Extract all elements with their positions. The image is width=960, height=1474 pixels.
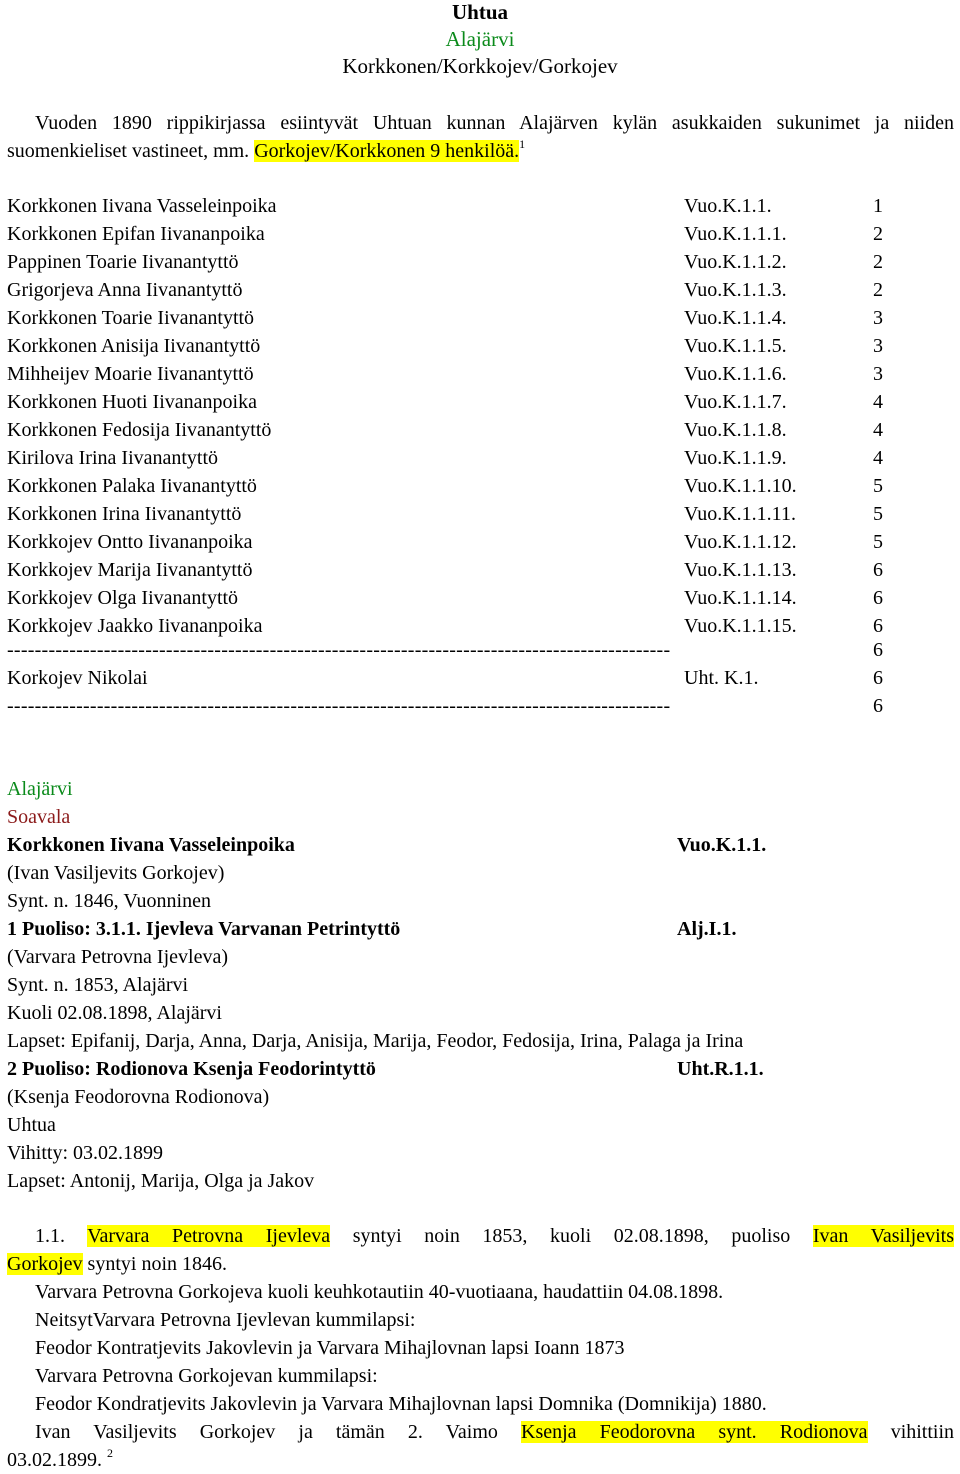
person-gen: 6 — [873, 667, 883, 689]
person-gen: 5 — [873, 531, 883, 553]
person-name: Korkkonen Irina Iivanantyttö — [7, 503, 242, 525]
note-highlight: Ivan Vasiljevits — [812, 1225, 954, 1247]
person-name: Korkkonen Huoti Iivananpoika — [7, 391, 257, 413]
person-ref: Vuo.K.1.1.1. — [684, 223, 787, 245]
person-row — [7, 304, 957, 332]
person-gen: 3 — [873, 363, 883, 385]
intro-highlight: Gorkojev/Korkkonen 9 henkilöä. — [254, 140, 520, 162]
person-gen: 2 — [873, 251, 883, 273]
person-row — [7, 416, 957, 444]
note-line-4: NeitsytVarvara Petrovna Ijevlevan kummilapsi: — [35, 1309, 416, 1331]
footnote-ref-1: 1 — [519, 137, 526, 151]
record-spouse2-married: Vihitty: 03.02.1899 — [7, 1142, 164, 1164]
record-head-ref: Vuo.K.1.1. — [677, 834, 767, 856]
person-ref: Vuo.K.1.1.13. — [684, 559, 797, 581]
person-name: Korkkonen Iivana Vasseleinpoika — [7, 195, 277, 217]
surname-heading: Korkkonen/Korkkojev/Gorkojev — [342, 54, 618, 78]
person-ref: Vuo.K.1.1.4. — [684, 307, 787, 329]
note-line-6: Varvara Petrovna Gorkojevan kummilapsi: — [35, 1365, 378, 1387]
intro-text: Vuoden 1890 rippikirjassa esiintyvät Uhtuan kunnan Alajärven kylän asukkaiden sukunimet ja niiden suomenkieliset vastineet, mm. — [7, 112, 954, 162]
record-spouse2-place: Uhtua — [7, 1114, 56, 1136]
note-text: 03.02.1899. — [7, 1449, 102, 1471]
person-name: Korkkojev Marija Iivanantyttö — [7, 559, 253, 581]
person-gen: 4 — [873, 447, 883, 469]
separator-row — [7, 692, 957, 720]
record-village: Alajärvi — [7, 778, 73, 800]
record-head-birth: Synt. n. 1846, Vuonninen — [7, 890, 211, 912]
note-text: syntyi noin 1846. — [82, 1253, 227, 1275]
record-spouse1: 1 Puoliso: 3.1.1. Ijevleva Varvanan Petrintyttö — [7, 918, 401, 940]
record-head-name: Korkkonen Iivana Vasseleinpoika — [7, 834, 295, 856]
note-line-5: Feodor Kontratjevits Jakovlevin ja Varvara Mihajlovnan lapsi Ioann 1873 — [35, 1337, 625, 1359]
person-name: Korkkonen Palaka Iivanantyttö — [7, 475, 257, 497]
person-row — [7, 388, 957, 416]
person-name: Korkkonen Anisija Iivanantyttö — [7, 335, 261, 357]
person-ref: Vuo.K.1.1.14. — [684, 587, 797, 609]
person-row — [7, 584, 957, 612]
person-ref: Vuo.K.1.1.6. — [684, 363, 787, 385]
record-spouse2-ref: Uht.R.1.1. — [677, 1058, 764, 1080]
person-ref: Vuo.K.1.1.7. — [684, 391, 787, 413]
person-ref: Vuo.K.1.1. — [684, 195, 772, 217]
record-spouse1-birth: Synt. n. 1853, Alajärvi — [7, 974, 189, 996]
note-line-1 — [7, 1222, 954, 1250]
person-ref: Vuo.K.1.1.10. — [684, 475, 797, 497]
person-row — [7, 360, 957, 388]
record-spouse1-death: Kuoli 02.08.1898, Alajärvi — [7, 1002, 222, 1024]
person-gen: 3 — [873, 307, 883, 329]
note-line-8 — [7, 1418, 954, 1446]
note-text: vihittiin — [890, 1421, 955, 1443]
separator-gen: 6 — [873, 639, 883, 661]
separator-gen: 6 — [873, 695, 883, 717]
person-ref: Vuo.K.1.1.8. — [684, 419, 787, 441]
person-name: Korkkojev Ontto Iivananpoika — [7, 531, 253, 553]
footnote-ref-2: 2 — [107, 1446, 113, 1460]
person-row — [7, 332, 957, 360]
note-line-7: Feodor Kondratjevits Jakovlevin ja Varvara Mihajlovnan lapsi Domnika (Domnikija) 1880. — [35, 1393, 767, 1415]
note-line-9 — [7, 1446, 954, 1474]
person-gen: 2 — [873, 223, 883, 245]
extra-person-row — [7, 664, 957, 692]
person-row — [7, 192, 957, 220]
page-title: Uhtua — [451, 0, 509, 24]
person-gen: 1 — [873, 195, 883, 217]
note-text: syntyi noin 1853, kuoli 02.08.1898, puoliso — [330, 1225, 813, 1247]
person-row — [7, 472, 957, 500]
person-row — [7, 556, 957, 584]
person-ref: Vuo.K.1.1.5. — [684, 335, 787, 357]
person-name: Korkojev Nikolai — [7, 667, 148, 689]
person-gen: 2 — [873, 279, 883, 301]
person-row — [7, 276, 957, 304]
person-gen: 4 — [873, 391, 883, 413]
person-gen: 5 — [873, 503, 883, 525]
record-spouse2: 2 Puoliso: Rodionova Ksenja Feodorintyttö — [7, 1058, 376, 1080]
note-highlight: Ksenja Feodorovna synt. Rodionova — [521, 1421, 868, 1443]
separator-row — [7, 636, 957, 664]
record-head-alias: (Ivan Vasiljevits Gorkojev) — [7, 862, 225, 884]
person-row — [7, 220, 957, 248]
village-heading: Alajärvi — [445, 27, 515, 51]
person-name: Korkkonen Toarie Iivanantyttö — [7, 307, 255, 329]
person-gen: 4 — [873, 419, 883, 441]
person-gen: 6 — [873, 587, 883, 609]
person-row — [7, 528, 957, 556]
person-row — [7, 444, 957, 472]
record-house: Soavala — [7, 806, 71, 828]
person-ref: Vuo.K.1.1.2. — [684, 251, 787, 273]
person-ref: Vuo.K.1.1.9. — [684, 447, 787, 469]
person-ref: Vuo.K.1.1.15. — [684, 615, 797, 637]
note-line-3: Varvara Petrovna Gorkojeva kuoli keuhkotautiin 40-vuotiaana, haudattiin 04.08.1898. — [35, 1281, 724, 1303]
record-spouse1-ref: Alj.I.1. — [677, 918, 737, 940]
person-name: Mihheijev Moarie Iivanantyttö — [7, 363, 254, 385]
note-highlight: Gorkojev — [7, 1253, 83, 1275]
record-spouse2-alias: (Ksenja Feodorovna Rodionova) — [7, 1086, 270, 1108]
note-highlight: Varvara Petrovna Ijevleva — [87, 1225, 331, 1247]
note-number: 1.1. — [35, 1225, 65, 1247]
person-gen: 6 — [873, 559, 883, 581]
separator-dashes: ------------------------------------------------------------------------------------------------ — [7, 639, 671, 661]
person-name: Korkkonen Fedosija Iivanantyttö — [7, 419, 272, 441]
person-name: Pappinen Toarie Iivanantyttö — [7, 251, 239, 273]
person-ref: Vuo.K.1.1.12. — [684, 531, 797, 553]
person-ref: Vuo.K.1.1.3. — [684, 279, 787, 301]
note-text: Ivan Vasiljevits Gorkojev ja tämän 2. Vaimo — [35, 1421, 498, 1443]
person-row — [7, 500, 957, 528]
person-row — [7, 248, 957, 276]
record-spouse1-alias: (Varvara Petrovna Ijevleva) — [7, 946, 228, 968]
person-name: Korkkonen Epifan Iivananpoika — [7, 223, 265, 245]
person-gen: 3 — [873, 335, 883, 357]
person-name: Grigorjeva Anna Iivanantyttö — [7, 279, 243, 301]
record-children2: Lapset: Antonij, Marija, Olga ja Jakov — [7, 1170, 315, 1192]
intro-paragraph — [7, 109, 954, 165]
separator-dashes: ------------------------------------------------------------------------------------------------ — [7, 695, 671, 717]
person-name: Korkkojev Jaakko Iivananpoika — [7, 615, 263, 637]
person-ref: Vuo.K.1.1.11. — [684, 503, 796, 525]
person-ref: Uht. K.1. — [684, 667, 759, 689]
record-children1: Lapset: Epifanij, Darja, Anna, Darja, Anisija, Marija, Feodor, Fedosija, Irina, Palaga ja Irina — [7, 1030, 744, 1052]
person-gen: 5 — [873, 475, 883, 497]
person-name: Kirilova Irina Iivanantyttö — [7, 447, 219, 469]
note-line-2 — [7, 1250, 954, 1278]
person-name: Korkkojev Olga Iivanantyttö — [7, 587, 239, 609]
notes-section — [7, 1222, 954, 1474]
person-gen: 6 — [873, 615, 883, 637]
